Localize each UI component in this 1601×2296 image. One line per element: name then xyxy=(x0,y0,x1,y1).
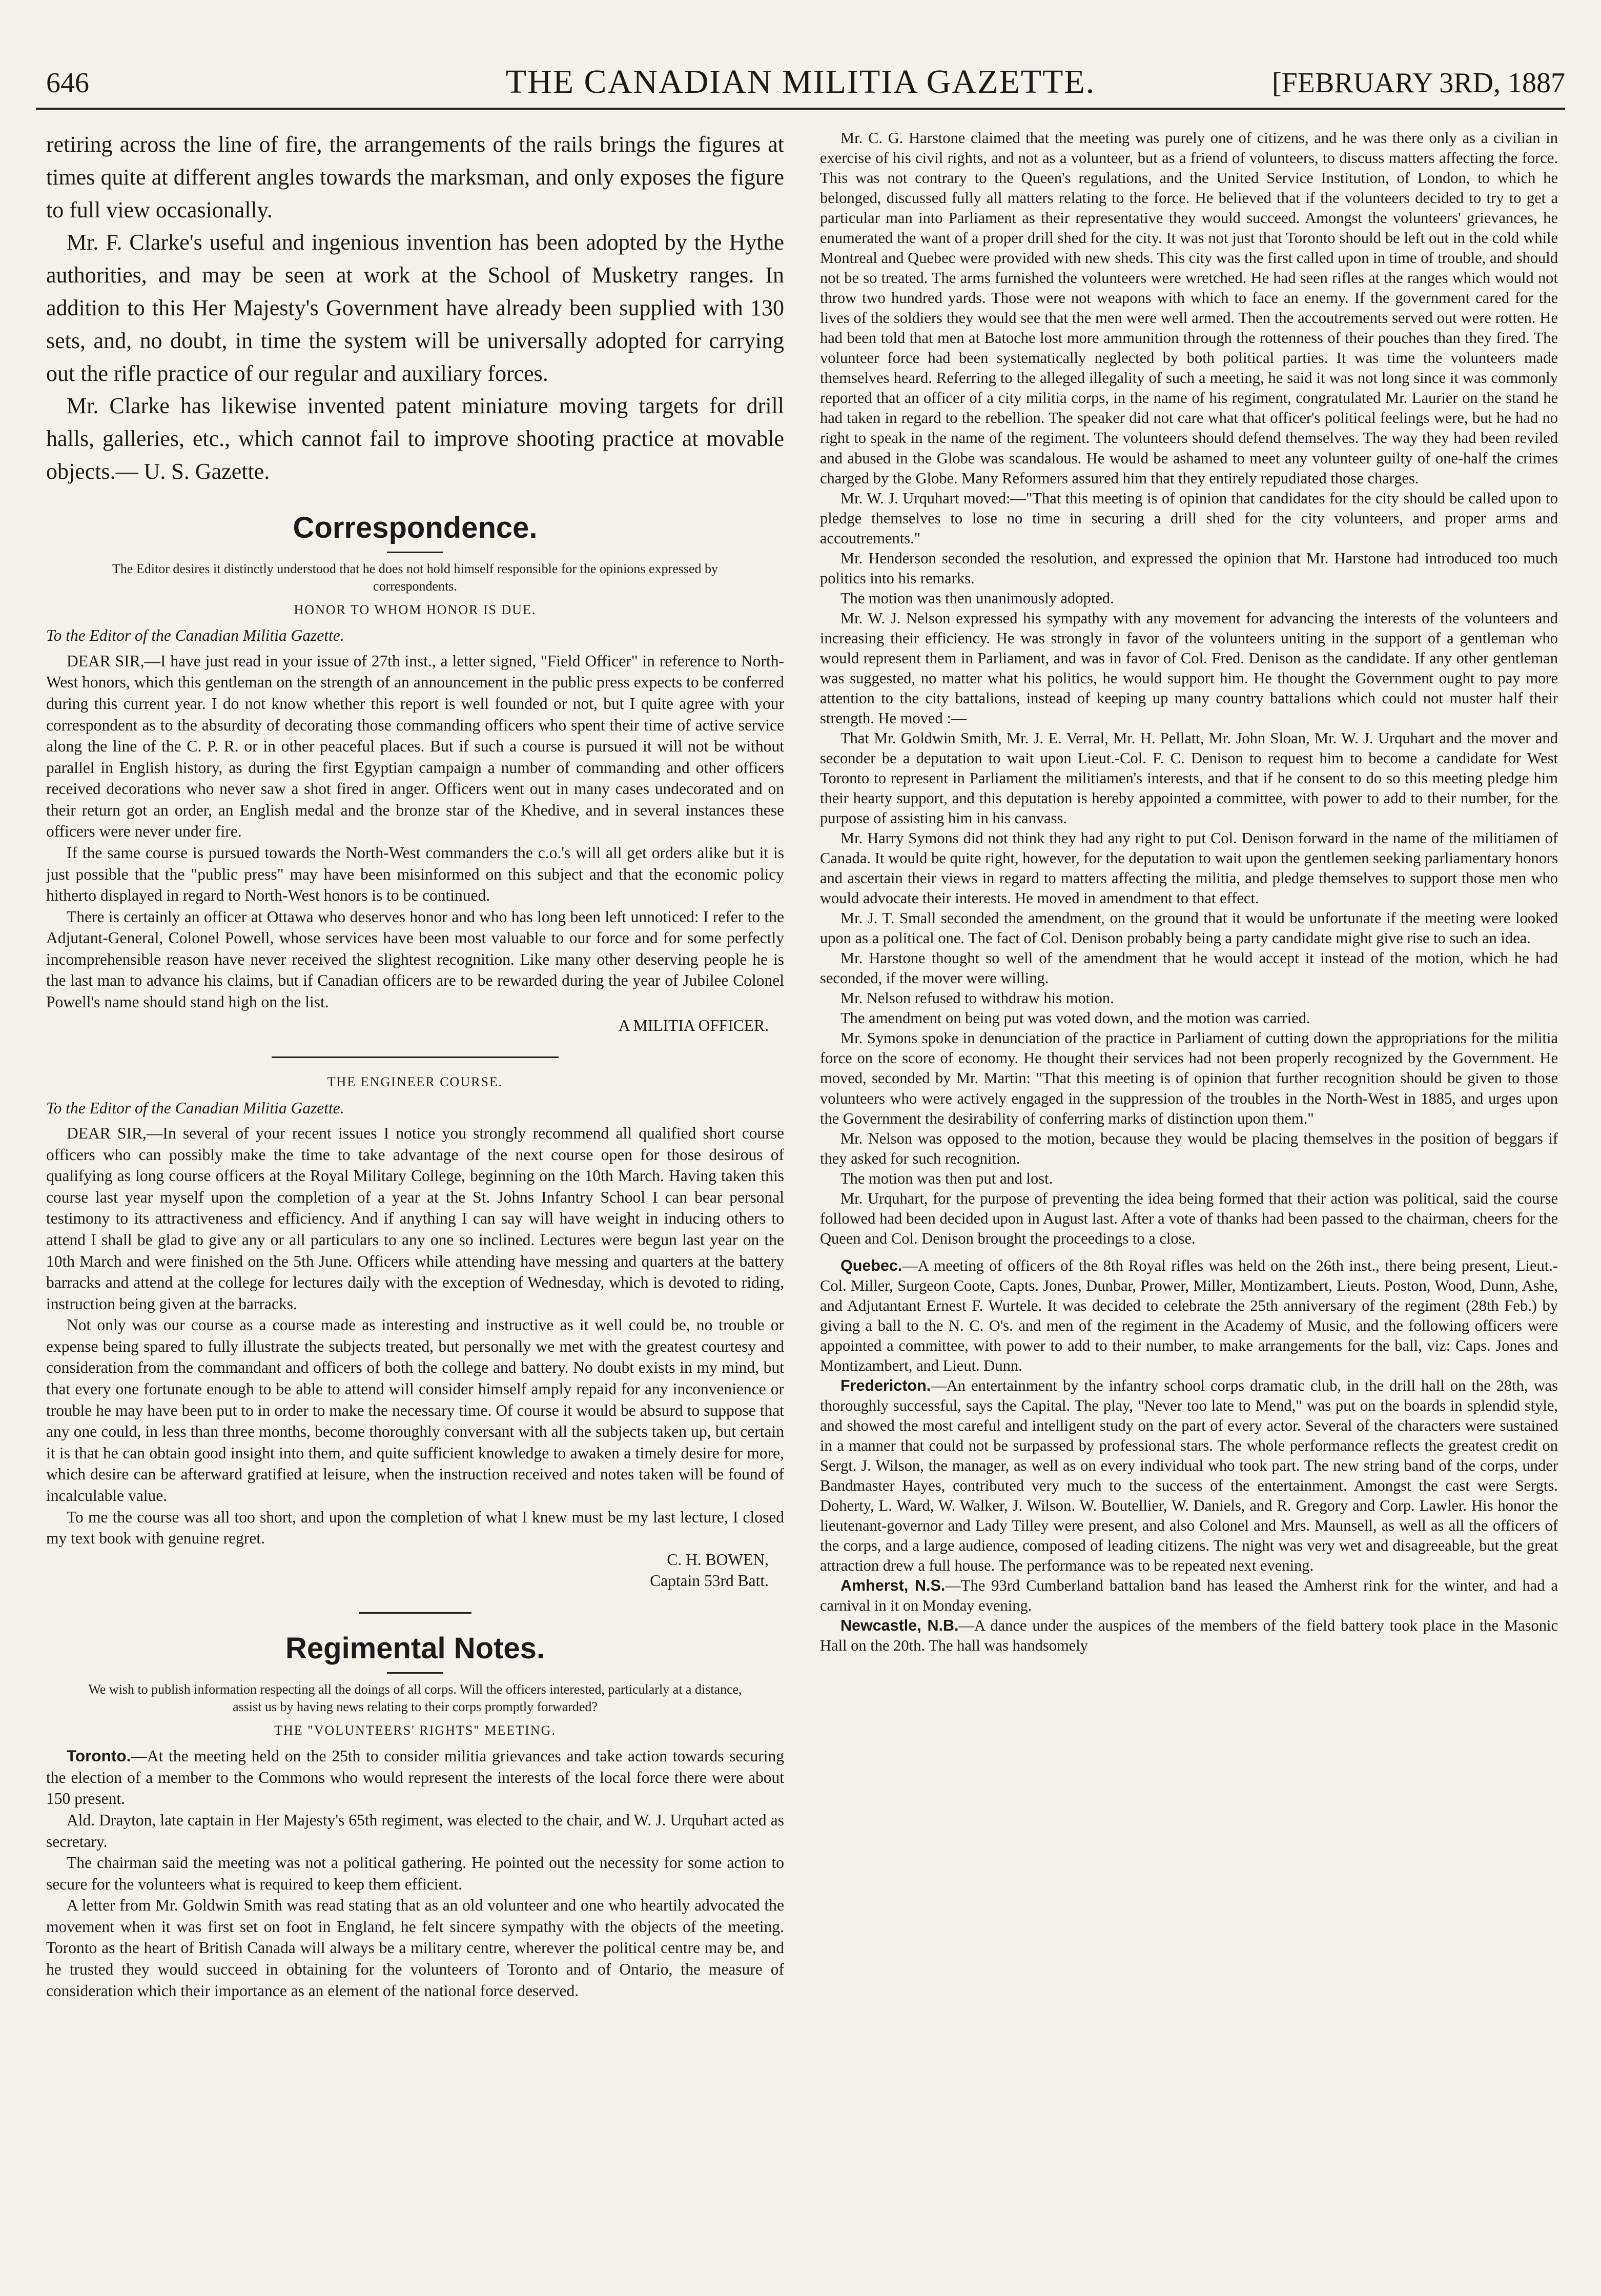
report-paragraph: Mr. J. T. Small seconded the amendment, on the ground that it would be unfortunate if the meeting were looked upon as a political one. The fact of Col. Denison probably being a party candidate might give rise to such an idea. xyxy=(820,909,1558,947)
regimental-note: We wish to publish information respecting all the doings of all corps. Will the officers interested, particularly at a distance, assist us by having news relating to their corps promptly forwarded? xyxy=(88,1682,742,1715)
report-paragraph: Ald. Drayton, late captain in Her Majesty's 65th regiment, was elected to the chair, and W. J. Urquhart acted as secretary. xyxy=(46,1811,784,1851)
report-paragraph: The motion was then unanimously adopted. xyxy=(840,589,1114,607)
report-paragraph: Mr. Urquhart, for the purpose of preventing the idea being formed that their action was political, said the course followed had been decided upon in August last. After a vote of thanks had been passed to the chairman, cheers for the Queen and Col. Denison brought the proceedings to a close. xyxy=(820,1189,1558,1247)
amherst-note: Amherst, N.S.—The 93rd Cumberland battalion band has leased the Amherst rink for the winter, and had a carnival in it on Monday evening. xyxy=(820,1577,1558,1615)
divider xyxy=(387,1672,443,1674)
divider xyxy=(359,1612,471,1614)
report-paragraph: Mr. W. J. Nelson expressed his sympathy with any movement for advancing the interests of the volunteers and increasing their efficiency. He was strongly in favor of the volunteers uniting in the support of a gentleman who would represent them in Parliament, and was in favor of Col. Fred. Denison as the candidate. If any other gentleman was suggested, no matter what his politics, he would support him. He thought the Government ought to pay more attention to the city battalions, instead of keeping up many country battalions which could not muster half their strength. He moved :— xyxy=(820,609,1558,727)
place-keyword: Amherst, N.S. xyxy=(840,1577,946,1595)
letter-paragraph: There is certainly an officer at Ottawa who deserves honor and who has long been left unnoticed: I refer to the Adjutant-General, Colonel Powell, whose services have been most valuable to our force and for some perfectly incomprehensible reason have never received the slightest recognition. Like many other deserving people he is the last man to advance his claims, but if Canadian officers are to be rewarded during the year of Jubilee Colonel Powell's name should stand high on the list. xyxy=(46,907,784,1011)
editor-disclaimer: The Editor desires it distinctly understood that he does not hold himself responsible for the opinions expressed by correspondents. xyxy=(112,561,719,594)
report-paragraph: Mr. Harstone thought so well of the amendment that he would accept it instead of the motion, which he had seconded, if the mover were willing. xyxy=(820,949,1558,987)
newcastle-note: Newcastle, N.B.—A dance under the auspices of the members of the field battery took place in the Masonic Hall on the 20th. The hall was handsomely xyxy=(820,1617,1558,1655)
report-paragraph: A letter from Mr. Goldwin Smith was read stating that as an old volunteer and one who heartily advocated the movement when it was first set on foot in England, he felt sincere sympathy with the objects of the meeting. Toronto as the heart of British Canada will always be a military centre, wherever the political centre may be, and he trusted they would succeed in obtaining for the volunteers of Toronto and of Ontario, the measure of consideration which their importance as an element of the national force deserved. xyxy=(46,1896,784,2000)
divider xyxy=(387,552,443,553)
letter-paragraph: If the same course is pursued towards the North-West commanders the c.o.'s will all get orders alike but it is just possible that the "public press" may have been misinformed on this subject and that the economic policy hitherto displayed in regard to North-West honors is to be continued. xyxy=(46,844,784,905)
report-paragraph: Mr. W. J. Urquhart moved:—"That this meeting is of opinion that candidates for the city should be called upon to pledge themselves to lose no time in securing a drill shed for the city volunteers, and proper arms and accoutrements." xyxy=(820,489,1558,547)
letter-paragraph: DEAR SIR,—I have just read in your issue of 27th inst., a letter signed, "Field Officer" in reference to North-West honors, which this gentleman on the strength of an announcement in the public press expects to be conferred during this current year. I do not know whether this report is well founded or not, but I quite agree with your correspondent as to the absurdity of decorating those commanding officers who spent their time of active service along the line of the C. P. R. or in other peaceful places. But if such a course is pursued it will not be without parallel in English history, as during the first Egyptian campaign a number of commanding and other officers received decorations who never saw a shot fired in anger. Officers went out in many cases undecorated and on their return got an order, an English medal and the bronze star of the Khedive, and in several instances these officers were never under fire. xyxy=(46,652,784,841)
meeting-title: THE "VOLUNTEERS' RIGHTS" MEETING. xyxy=(274,1722,556,1738)
page-header xyxy=(36,51,1565,103)
letter-title: THE ENGINEER COURSE. xyxy=(327,1074,503,1090)
report-paragraph: The chairman said the meeting was not a political gathering. He pointed out the necessity for some action to secure for the volunteers what is required to keep them efficient. xyxy=(46,1854,784,1893)
report-paragraph: Mr. Symons spoke in denunciation of the practice in Parliament of cutting down the appropriations for the militia force on the score of economy. He thought their services had not been properly recognized by the Government. He moved, seconded by Mr. Martin: "That this meeting is of opinion that further recognition should be given to those volunteers who were actively engaged in the suppression of the troubles in the North-West in 1885, and urges upon the Government the desirability of conferring marks of distinction upon them." xyxy=(820,1029,1558,1127)
report-paragraph: Mr. Henderson seconded the resolution, and expressed the opinion that Mr. Harstone had introduced too much politics into his remarks. xyxy=(820,549,1558,587)
intro-paragraph: Mr. F. Clarke's useful and ingenious invention has been adopted by the Hythe authorities, and may be seen at work at the School of Musketry ranges. In addition to this Her Majesty's Government have already been supplied with 130 sets, and, no doubt, in time the system will be universally adopted for carrying out the rifle practice of our regular and auxiliary forces. xyxy=(46,230,784,386)
fredericton-note: Fredericton.—An entertainment by the infantry school corps dramatic club, in the drill hall on the 28th, was thoroughly successful, says the Capital. The play, "Never too late to Mend," was put on the boards in splendid style, and showed the most careful and intelligent study on the part of every actor. Several of the characters were sustained in a manner that could not be surpassed by professional stars. The whole performance reflects the greatest credit on Sergt. J. Wilson, the manager, as well as on every individual who took part. The new string band of the corps, under Bandmaster Hayes, contributed very much to the success of the entertainment. Amongst the cast were Sergts. Doherty, L. Ward, W. Walker, J. Wilson. W. Boutellier, W. Daniels, and R. Gregory and Corp. Lawler. His honor the lieutenant-governor and Lady Tilley were present, and also Colonel and Mrs. Maunsell, as well as all the officers of the corps, and a large audience, composed of leading citizens. The night was very wet and disagreeable, but the great attraction drew a full house. The performance was to be repeated next evening. xyxy=(820,1376,1558,1575)
issue-date: [FEBRUARY 3RD, 1887 xyxy=(1271,67,1565,99)
regimental-heading: Regimental Notes. xyxy=(285,1631,545,1665)
intro-paragraph: Mr. Clarke has likewise invented patent miniature moving targets for drill halls, galleries, etc., which cannot fail to improve shooting practice at movable objects.— U. S. Gazette. xyxy=(46,393,784,484)
quebec-note: Quebec.—A meeting of officers of the 8th Royal rifles was held on the 26th inst., there being present, Lieut.-Col. Miller, Surgeon Coote, Capts. Jones, Dunbar, Prower, Miller, Montizambert, Lieuts. Poston, Wood, Dunn, Ashe, and Adjutantant Ernest F. Wurtele. It was decided to celebrate the 25th anniversary of the regiment (28th Feb.) by giving a ball to the N. C. O's. and men of the regiment in the Academy of Music, and the following officers were appointed a committee, with power to add to their number, to make arrangements for the ball, viz: Caps. Jones and Montizambert, and Lieut. Dunn. xyxy=(820,1256,1558,1374)
intro-paragraph: retiring across the line of fire, the arrangements of the rails brings the figures at times quite at different angles towards the marksman, and only exposes the figure to full view occasionally. xyxy=(46,132,784,222)
report-paragraph: That Mr. Goldwin Smith, Mr. J. E. Verral, Mr. H. Pellatt, Mr. John Sloan, Mr. W. J. Urquhart and the mover and seconder be a deputation to wait upon Lieut.-Col. F. C. Denison to request him to become a candidate for West Toronto to represent in Parliament the militiamen's interests, and that if he consent to do so this meeting pledge him their hearty support, and this deputation is hereby appointed a committee, with power to add to their number, for the purpose of assisting him in his canvass. xyxy=(820,729,1558,827)
report-paragraph: The amendment on being put was voted down, and the motion was carried. xyxy=(840,1009,1310,1027)
letter-title: HONOR TO WHOM HONOR IS DUE. xyxy=(294,602,537,617)
letter-salutation: To the Editor of the Canadian Militia Gazette. xyxy=(46,1099,344,1117)
letter-salutation: To the Editor of the Canadian Militia Gazette. xyxy=(46,626,344,645)
letter-paragraph: To me the course was all too short, and upon the completion of what I knew must be my last lecture, I closed my text book with genuine regret. xyxy=(46,1508,784,1548)
place-keyword: Toronto. xyxy=(67,1746,131,1765)
report-paragraph: Mr. Nelson was opposed to the motion, because they would be placing themselves in the position of beggars if they asked for such recognition. xyxy=(820,1129,1558,1167)
header-rule xyxy=(36,108,1565,110)
right-column xyxy=(820,128,1558,1656)
report-paragraph: Mr. Harry Symons did not think they had any right to put Col. Denison forward in the name of the militiamen of Canada. It would be quite right, however, for the deputation to wait upon the gentlemen seeking parliamentary honors and ascertain their views in regard to matters affecting the militia, and pledge themselves to support those men who would advocate their interests. He moved in amendment to that effect. xyxy=(820,829,1558,907)
report-paragraph: Mr. C. G. Harstone claimed that the meeting was purely one of citizens, and he was there only as a civilian in exercise of his civil rights, and not as a volunteer, but as a friend of volunteers, to discuss matters affecting the force. This was not contrary to the Queen's regulations, and the United Service Institution, of London, to which he belonged, discussed fully all matters relating to the force. He believed that if the volunteers decided to try to get a particular man into Parliament as their representative they would succeed. Amongst the volunteers' grievances, he enumerated the want of a proper drill shed for the city. It was not just that Toronto should be left out in the cold while Montreal and Quebec were provided with new sheds. This city was the first called upon in time of trouble, and should not be so treated. The arms furnished the volunteers were wretched. He had seen rifles at the ranges which would not throw two hundred yards. Those were not weapons with which to face an enemy. If the government cared for the lives of the soldiers they would see that the men were well armed. Then the accoutrements served out were rotten. He had been told that men at Batoche lost more ammunition through the rottenness of their pouches than they fired. The volunteer force had been systematically neglected by both political parties. It was time the volunteers made themselves heard. Referring to the alleged illegality of such a meeting, he said it was not long since it was commonly reported that an officer of a city militia corps, in the name of his regiment, congratulated Mr. Laurier on the stand he had taken in regard to the rebellion. The speaker did not care what that officer's political feelings were, but he had no right to speak in the name of the regiment. The volunteers should defend themselves. The way they had been reviled and abused in the Globe was scandalous. He would be ashamed to meet any volunteer guilty of one-half the crimes charged by the Globe. Many Reformers assured him that they entirely repudiated those charges. xyxy=(820,129,1558,487)
divider xyxy=(272,1056,559,1058)
left-column xyxy=(46,128,784,2001)
letter-signature-name: C. H. BOWEN, xyxy=(667,1550,769,1569)
report-paragraph: Toronto.—At the meeting held on the 25th to consider militia grievances and take action towards securing the election of a member to the Commons who would represent the interests of the local force there were about 150 present. xyxy=(46,1746,784,1808)
letter-paragraph: DEAR SIR,—In several of your recent issues I notice you strongly recommend all qualified short course officers who can possibly make the time to take advantage of the next course open for those desirous of qualifying as long course officers at the Royal Military College, beginning on the 10th March. Having taken this course last year myself upon the completion of a year at the St. Johns Infantry School I can bear personal testimony to its attractiveness and efficiency. And if anything I can say will have weight in inducing others to attend I shall be glad to give any or all particulars to any one so inclined. Lectures were begun last year on the 10th March and were finished on the 5th June. Officers while attending have messing and quarters at the battery barracks and attend at the college for lectures daily with the exception of Wednesday, which is devoted to riding, instruction being given at the barracks. xyxy=(46,1124,784,1313)
correspondence-heading: Correspondence. xyxy=(293,511,538,544)
report-paragraph: Mr. Nelson refused to withdraw his motion. xyxy=(840,989,1114,1007)
letter-signature-rank: Captain 53rd Batt. xyxy=(650,1572,769,1590)
intro-article xyxy=(46,128,784,488)
letter-signature: A MILITIA OFFICER. xyxy=(618,1016,769,1034)
place-keyword: Fredericton. xyxy=(840,1376,931,1394)
report-paragraph: The motion was then put and lost. xyxy=(840,1169,1053,1187)
place-keyword: Quebec. xyxy=(840,1256,902,1274)
place-keyword: Newcastle, N.B. xyxy=(840,1617,959,1635)
page-number: 646 xyxy=(46,67,89,99)
letter-paragraph: Not only was our course as a course made as interesting and instructive as it well could be, no trouble or expense being spared to fully illustrate the subjects treated, but personally we met with the greatest courtesy and consideration from the commandant and officers of both the college and battery. No doubt exists in my mind, but that every one fortunate enough to be able to attend will consider himself amply repaid for any inconvenience or trouble he may have been put to in order to make the necessary time. Of course it would be absurd to suppose that any one could, in less than three months, become thoroughly conversant with all the subjects taken up, but certain it is that he can obtain good insight into them, and quite sufficient knowledge to awaken a timely desire for more, which desire can be afterward gratified at leisure, when the instruction received and notes taken will be found of incalculable value. xyxy=(46,1316,784,1505)
newspaper-title: THE CANADIAN MILITIA GAZETTE. xyxy=(505,63,1096,100)
